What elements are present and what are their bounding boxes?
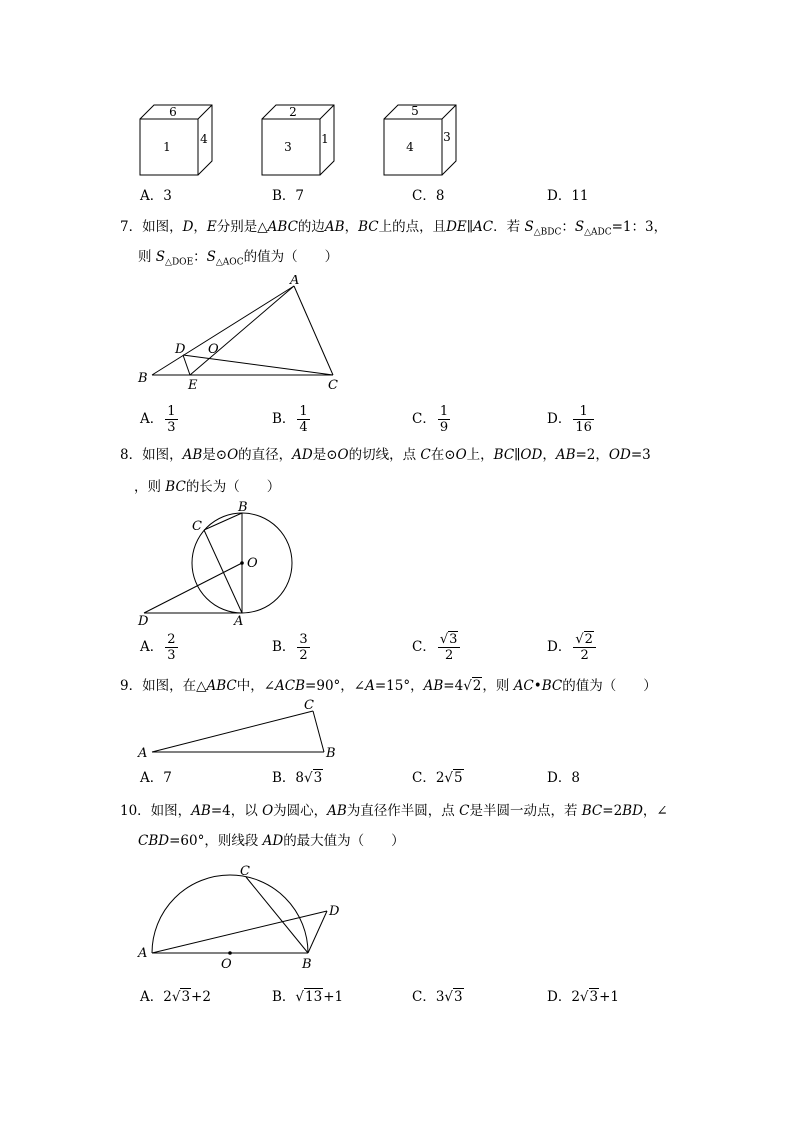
cube-1-front: 1 [163,140,171,154]
q10-label-a: A [138,946,148,961]
q7-stem-line1: 7．如图，D，E分别是△ABC的边AB，BC上的点，且DE∥AC．若 $S_{\triangle BDC}$：$S_{\triangle ADC}=1$：3， [120,219,668,238]
q7-label-e: E [188,378,198,393]
q7-label-d: D [175,342,186,357]
q9-option-c[interactable]: C．2√5 [412,770,463,786]
cube-3-top: 5 [411,104,419,118]
q7-label-o: O [208,342,219,357]
q8-option-c[interactable]: C． $\frac{√3}{2}$ [412,632,460,663]
q10-label-b: B [302,957,312,972]
cube-3-front: 4 [406,140,414,154]
q10-option-b[interactable]: B．√13+1 [272,989,344,1005]
q9-label-c: C [304,698,314,713]
q9-triangle-figure [130,697,350,762]
cube-1-side: 4 [200,132,208,146]
q8-option-d[interactable]: D． $\frac{√2}{2}$ [547,632,596,663]
cube-2-side: 1 [321,132,329,146]
q6-cubes-figure [130,95,470,185]
q6-option-b[interactable]: B．7 [272,188,305,204]
q8-label-d: D [138,614,149,628]
q10-label-d: D [329,904,340,919]
q9-option-b[interactable]: B．8√3 [272,770,323,786]
cube-2-front: 3 [284,140,292,154]
q10-stem-line2: CBD=60°，则线段 AD的最大值为（ ） [138,833,405,849]
q8-label-b: B [238,500,248,515]
q7-label-c: C [328,378,338,393]
q10-semicircle-figure [130,858,360,973]
q7-label-b: B [138,371,148,386]
q6-option-c[interactable]: C．8 [412,188,445,204]
q6-option-d[interactable]: D．11 [547,188,589,204]
q9-stem: 9．如图，在△ABC中，∠ACB=90°，∠A=15°，AB=4√2，则 AC•BC的值为（ ） [120,678,657,694]
cube-3-side: 3 [443,130,451,144]
q7-triangle-figure [130,275,360,395]
q10-option-c[interactable]: C．3√3 [412,989,463,1005]
q7-option-b[interactable]: B． $\frac{1}{4}$ [272,404,308,435]
q10-option-a[interactable]: A．2√3+2 [140,989,211,1005]
q6-option-a[interactable]: A．3 [140,188,172,204]
q8-stem-line2: ，则 BC的长为（ ） [134,479,281,495]
q8-label-o: O [247,556,258,571]
q9-label-b: B [326,746,336,761]
q7-option-d[interactable]: D． $\frac{1}{16}$ [547,404,592,435]
q7-option-c[interactable]: C． $\frac{1}{9}$ [412,404,449,435]
q9-label-a: A [138,746,148,761]
q8-stem-line1: 8．如图，AB是⊙O的直径，AD是⊙O的切线，点 C在⊙O上，BC∥OD，AB=2，OD=3 [120,447,651,463]
q8-option-b[interactable]: B． $\frac{3}{2}$ [272,632,308,663]
q10-option-d[interactable]: D．2√3+1 [547,989,620,1005]
q8-circle-figure [130,498,310,628]
q7-option-a[interactable]: A． $\frac{1}{3}$ [140,404,176,435]
q7-stem-line2: 则 $S_{\triangle DOE}$：$S_{\triangle AOC}$的值为（ ） [138,249,339,268]
q8-option-a[interactable]: A． $\frac{2}{3}$ [140,632,176,663]
q10-stem-line1: 10．如图，AB=4，以 O为圆心，AB为直径作半圆，点 C是半圆一动点，若 BC=2BD，∠ [120,803,668,819]
q10-label-c: C [240,864,250,879]
cube-2-top: 2 [289,105,297,119]
cube-1-top: 6 [169,105,177,119]
q10-label-o: O [221,957,232,972]
q8-label-c: C [192,519,202,534]
q8-label-a: A [234,614,244,628]
q9-option-a[interactable]: A．7 [140,770,172,786]
q9-option-d[interactable]: D．8 [547,770,580,786]
q7-label-a: A [290,275,300,288]
